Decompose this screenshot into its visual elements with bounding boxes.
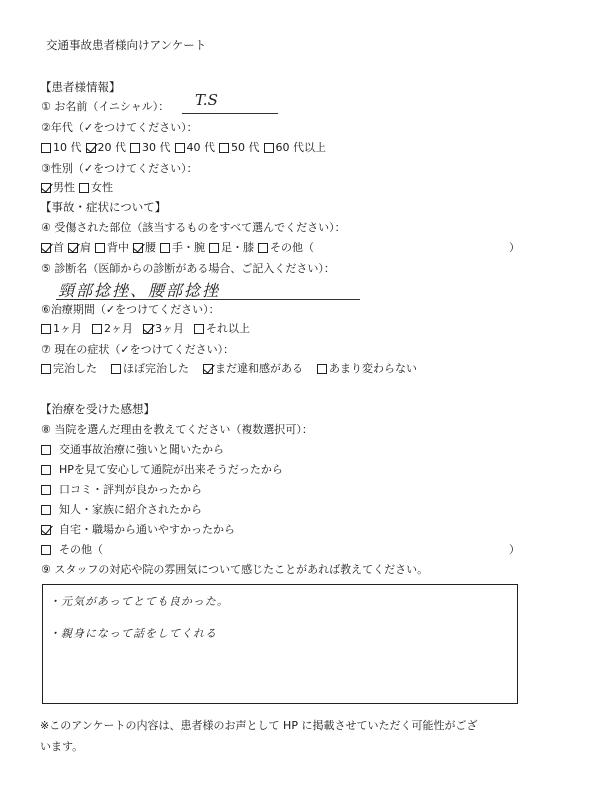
q3-option[interactable]: 女性 [79,181,113,195]
comment-line: ・親身になって話をしてくれる [49,627,217,640]
footer-note-line-1: ※このアンケートの内容は、患者様のお声として HP に掲載させていただく可能性がござ [40,719,478,732]
q2-label: ②年代（✓をつけてください）： [41,121,198,134]
q6-option[interactable]: 1ヶ月 [41,322,82,336]
q8-label: ⑧ 当院を選んだ理由を教えてください（複数選択可）： [41,423,313,436]
q4-option[interactable]: 首 [41,241,64,255]
q9-label: ⑨ スタッフの対応や院の雰囲気について感じたことがあれば教えてください。 [41,563,429,576]
checkbox-checked-icon [68,243,78,253]
q5-label: ⑤ 診断名（医師からの診断がある場合、ご記入ください）： [41,262,335,275]
q8-option[interactable]: 交通事故治療に強いと聞いたから [41,443,224,457]
q2-option[interactable]: 20 代 [86,141,127,155]
q7-label: ⑦ 現在の症状（✓をつけてください）： [41,343,235,356]
q5-answer-handwritten: 頸部捻挫、腰部捻挫 [58,281,221,300]
checkbox-checked-icon [143,324,153,334]
section-patient-info: 【患者様情報】 [40,80,121,94]
q3-options [41,181,117,195]
q8-option[interactable]: 口コミ・評判が良かったから [41,483,202,497]
q4-options [41,241,318,255]
checkbox-checked-icon [41,183,51,193]
checkbox-icon [41,143,51,153]
q4-option[interactable]: 腰 [133,241,156,255]
checkbox-checked-icon [41,525,51,535]
q4-option[interactable]: 足・膝 [209,241,254,255]
checkbox-icon [41,545,51,555]
q4-paren-close: ） [509,241,520,254]
q8-paren-close: ） [509,543,520,556]
q4-option[interactable]: 背中 [95,241,129,255]
checkbox-icon [92,324,102,334]
section-impressions: 【治療を受けた感想】 [40,402,155,416]
checkbox-icon [130,143,140,153]
q6-label: ⑥治療期間（✓をつけてください）： [41,303,220,316]
section-accident: 【事故・症状について】 [40,200,167,214]
q2-option[interactable]: 60 代以上 [264,141,327,155]
checkbox-icon [41,324,51,334]
checkbox-icon [264,143,274,153]
checkbox-checked-icon [41,243,51,253]
q2-option[interactable]: 10 代 [41,141,82,155]
checkbox-icon [209,243,219,253]
checkbox-icon [219,143,229,153]
checkbox-icon [111,364,121,374]
q2-options [41,141,330,155]
q8-option[interactable]: 自宅・職場から通いやすかったから [41,523,235,537]
checkbox-icon [258,243,268,253]
checkbox-checked-icon [203,364,213,374]
q6-option[interactable]: それ以上 [194,322,250,336]
q6-option[interactable]: 2ヶ月 [92,322,133,336]
checkbox-icon [194,324,204,334]
q7-options [41,362,427,376]
checkbox-icon [41,445,51,455]
footer-note-line-2: います。 [40,740,84,753]
q8-option[interactable]: その他（ [41,543,103,557]
checkbox-icon [41,505,51,515]
checkbox-icon [160,243,170,253]
checkbox-icon [79,183,89,193]
q1-underline [182,113,278,114]
comment-box[interactable] [42,584,518,704]
q3-label: ③性別（✓をつけてください）： [41,162,198,175]
survey-title: 交通事故患者様向けアンケート [46,38,207,52]
comment-line: ・元気があってとても良かった。 [49,595,229,608]
q2-option[interactable]: 50 代 [219,141,260,155]
q4-option[interactable]: 手・腕 [160,241,205,255]
checkbox-icon [41,465,51,475]
q5-underline [56,299,360,300]
q8-option[interactable]: 知人・家族に紹介されたから [41,503,202,517]
q1-answer-handwritten: T.S [195,91,218,109]
checkbox-icon [41,485,51,495]
q1-label: ① お名前（イニシャル）： [41,100,170,113]
q3-option[interactable]: 男性 [41,181,75,195]
q7-option[interactable]: 完治した [41,362,97,376]
q2-option[interactable]: 30 代 [130,141,171,155]
q6-options [41,322,260,336]
q4-option[interactable]: 肩 [68,241,91,255]
q4-option[interactable]: その他（ [258,241,314,255]
q4-label: ④ 受傷された部位（該当するものをすべて選んでください）： [41,221,346,234]
q2-option[interactable]: 40 代 [175,141,216,155]
q7-option[interactable]: あまり変わらない [317,362,417,376]
checkbox-checked-icon [86,143,96,153]
checkbox-icon [175,143,185,153]
q7-option[interactable]: まだ違和感がある [203,362,303,376]
q6-option[interactable]: 3ヶ月 [143,322,184,336]
checkbox-checked-icon [133,243,143,253]
q8-option[interactable]: HPを見て安心して通院が出来そうだったから [41,463,283,477]
checkbox-icon [95,243,105,253]
q7-option[interactable]: ほぼ完治した [111,362,189,376]
checkbox-icon [317,364,327,374]
checkbox-icon [41,364,51,374]
